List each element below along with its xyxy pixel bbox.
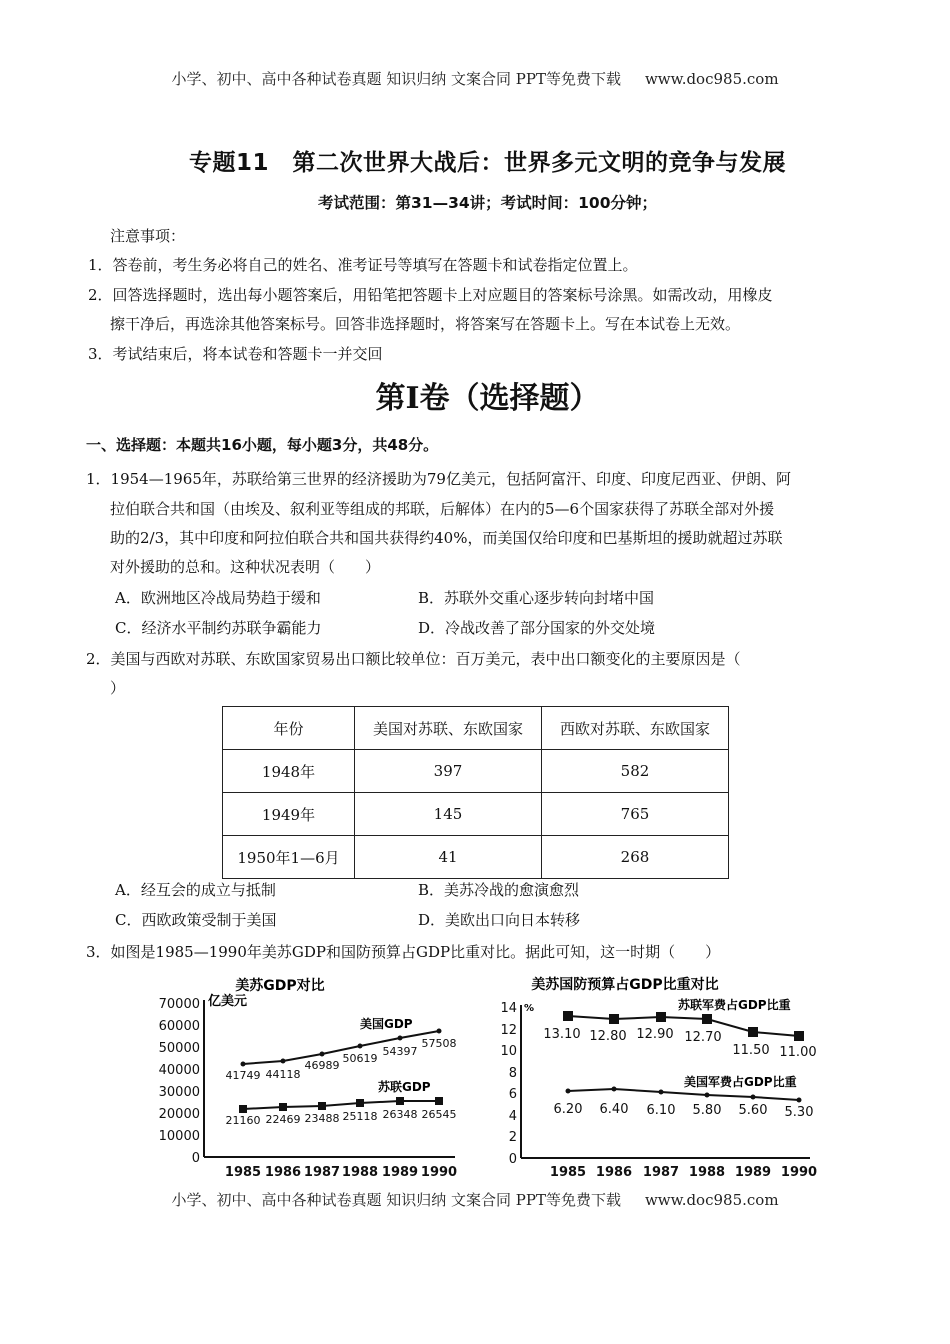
svg-text:1986: 1986 xyxy=(264,1165,302,1180)
svg-text:1990: 1990 xyxy=(420,1165,458,1180)
svg-text:2: 2 xyxy=(508,1130,517,1145)
svg-text:6.20: 6.20 xyxy=(553,1102,583,1117)
svg-text:10: 10 xyxy=(500,1044,517,1059)
q2-option-d: D．美欧出口向日本转移 xyxy=(418,911,581,929)
q1-option-b: B．苏联外交重心逐步转向封堵中国 xyxy=(418,589,655,607)
svg-text:20000: 20000 xyxy=(158,1107,200,1122)
table-cell: 1950年1—6月 xyxy=(223,836,355,879)
svg-text:10000: 10000 xyxy=(158,1129,200,1144)
svg-text:6.40: 6.40 xyxy=(599,1102,629,1117)
question-3-line: 3．如图是1985—1990年美苏GDP和国防预算占GDP比重对比。据此可知，这一时期（ ） xyxy=(86,943,721,961)
table-cell: 268 xyxy=(542,836,729,879)
svg-text:57508: 57508 xyxy=(421,1037,457,1050)
table-header-row xyxy=(223,707,729,750)
page-header xyxy=(0,68,950,89)
note-item: 擦干净后，再选涂其他答案标号。回答非选择题时，将答案写在答题卡上。写在本试卷上无效。 xyxy=(110,315,741,333)
svg-text:60000: 60000 xyxy=(158,1019,200,1034)
table-cell: 1949年 xyxy=(223,793,355,836)
svg-text:46989: 46989 xyxy=(304,1059,340,1072)
svg-text:11.50: 11.50 xyxy=(732,1043,770,1058)
note-item: 1．答卷前，考生务必将自己的姓名、准考证号等填写在答题卡和试卷指定位置上。 xyxy=(88,256,638,274)
q1-option-d: D．冷战改善了部分国家的外交处境 xyxy=(418,619,656,637)
q1-option-a: A．欧洲地区冷战局势趋于缓和 xyxy=(115,589,321,607)
table-row xyxy=(223,750,729,793)
svg-text:26545: 26545 xyxy=(421,1108,457,1121)
svg-text:1985: 1985 xyxy=(549,1165,587,1180)
series-label: 美国GDP xyxy=(360,1017,413,1031)
question-1-line: 对外援助的总和。这种状况表明（ ） xyxy=(110,558,381,576)
table-row xyxy=(223,793,729,836)
svg-text:6: 6 xyxy=(508,1087,517,1102)
series-label: 苏联GDP xyxy=(378,1080,431,1094)
table-header: 西欧对苏联、东欧国家 xyxy=(542,707,729,750)
section-title: 一、选择题：本题共16小题，每小题3分，共48分。 xyxy=(86,436,439,454)
notes-heading: 注意事项： xyxy=(110,227,186,245)
svg-text:13.10: 13.10 xyxy=(543,1027,581,1042)
svg-text:5.60: 5.60 xyxy=(738,1103,768,1118)
svg-text:14: 14 xyxy=(500,1001,517,1016)
svg-text:50619: 50619 xyxy=(342,1052,378,1065)
svg-text:12.90: 12.90 xyxy=(636,1027,674,1042)
svg-text:0: 0 xyxy=(508,1152,517,1167)
table-cell: 145 xyxy=(355,793,542,836)
table-cell: 1948年 xyxy=(223,750,355,793)
table-row xyxy=(223,836,729,879)
defense-budget-chart xyxy=(490,965,830,1185)
svg-text:1987: 1987 xyxy=(642,1165,680,1180)
document-title: 专题11 第二次世界大战后：世界多元文明的竞争与发展 xyxy=(188,150,786,176)
note-item: 2．回答选择题时，选出每小题答案后，用铅笔把答题卡上对应题目的答案标号涂黑。如需改动，用橡皮 xyxy=(88,286,773,304)
svg-text:1988: 1988 xyxy=(341,1165,379,1180)
header-url: www.doc985.com xyxy=(644,70,779,88)
svg-text:5.30: 5.30 xyxy=(784,1105,814,1120)
svg-text:23488: 23488 xyxy=(304,1112,340,1125)
footer-url: www.doc985.com xyxy=(644,1191,779,1209)
svg-text:1988: 1988 xyxy=(688,1165,726,1180)
header-text: 小学、初中、高中各种试卷真题 知识归纳 文案合同 PPT等免费下载 xyxy=(171,70,621,88)
svg-text:22469: 22469 xyxy=(265,1113,301,1126)
svg-text:12.80: 12.80 xyxy=(589,1029,627,1044)
series-label: 美国军费占GDP比重 xyxy=(684,1075,797,1089)
svg-text:50000: 50000 xyxy=(158,1041,200,1056)
svg-text:30000: 30000 xyxy=(158,1085,200,1100)
svg-text:54397: 54397 xyxy=(382,1045,418,1058)
svg-text:40000: 40000 xyxy=(158,1063,200,1078)
svg-text:41749: 41749 xyxy=(225,1069,261,1082)
question-2-line: 2．美国与西欧对苏联、东欧国家贸易出口额比较单位：百万美元，表中出口额变化的主要原因是（ xyxy=(86,650,741,668)
note-item: 3．考试结束后，将本试卷和答题卡一并交回 xyxy=(88,345,383,363)
volume-title: 第I卷（选择题） xyxy=(375,381,600,416)
svg-text:5.80: 5.80 xyxy=(692,1103,722,1118)
series-label: 苏联军费占GDP比重 xyxy=(678,998,791,1012)
y-axis-unit: % xyxy=(524,1003,535,1014)
gdp-chart xyxy=(150,965,480,1185)
svg-text:44118: 44118 xyxy=(265,1068,301,1081)
chart-title: 美苏国防预算占GDP比重对比 xyxy=(531,977,719,993)
y-axis-unit: 亿美元 xyxy=(208,994,248,1009)
svg-text:11.00: 11.00 xyxy=(779,1045,817,1060)
svg-text:1989: 1989 xyxy=(734,1165,772,1180)
chart-title: 美苏GDP对比 xyxy=(235,978,325,994)
table-cell: 41 xyxy=(355,836,542,879)
table-cell: 582 xyxy=(542,750,729,793)
svg-text:25118: 25118 xyxy=(342,1110,378,1123)
q2-option-b: B．美苏冷战的愈演愈烈 xyxy=(418,881,580,899)
table-header: 美国对苏联、东欧国家 xyxy=(355,707,542,750)
svg-text:1990: 1990 xyxy=(780,1165,818,1180)
page-footer xyxy=(0,1189,950,1210)
svg-text:6.10: 6.10 xyxy=(646,1103,676,1118)
q1-option-c: C．经济水平制约苏联争霸能力 xyxy=(115,619,322,637)
question-1-line: 1．1954—1965年，苏联给第三世界的经济援助为79亿美元，包括阿富汗、印度、印度尼西亚、伊朗、阿 xyxy=(86,470,791,488)
table-header: 年份 xyxy=(223,707,355,750)
export-table xyxy=(222,706,729,879)
q2-option-c: C．西欧政策受制于美国 xyxy=(115,911,277,929)
svg-text:1989: 1989 xyxy=(381,1165,419,1180)
svg-text:1985: 1985 xyxy=(224,1165,262,1180)
svg-text:1986: 1986 xyxy=(595,1165,633,1180)
svg-text:4: 4 xyxy=(508,1109,517,1124)
svg-text:21160: 21160 xyxy=(225,1114,261,1127)
svg-text:70000: 70000 xyxy=(158,997,200,1012)
svg-text:0: 0 xyxy=(191,1151,200,1166)
question-1-line: 助的2/3，其中印度和阿拉伯联合共和国共获得约40%，而美国仅给印度和巴基斯坦的援助就超过苏联 xyxy=(110,529,783,547)
svg-text:1987: 1987 xyxy=(303,1165,341,1180)
table-cell: 765 xyxy=(542,793,729,836)
question-2-line: ） xyxy=(110,679,126,697)
svg-text:26348: 26348 xyxy=(382,1108,418,1121)
svg-text:12: 12 xyxy=(500,1023,517,1038)
svg-text:12.70: 12.70 xyxy=(684,1030,722,1045)
table-cell: 397 xyxy=(355,750,542,793)
footer-text: 小学、初中、高中各种试卷真题 知识归纳 文案合同 PPT等免费下载 xyxy=(171,1191,621,1209)
question-1-line: 拉伯联合共和国（由埃及、叙利亚等组成的邦联，后解体）在内的5—6个国家获得了苏联全部对外援 xyxy=(110,500,775,518)
q2-option-a: A．经互会的成立与抵制 xyxy=(115,881,276,899)
svg-text:8: 8 xyxy=(508,1066,517,1081)
exam-info: 考试范围：第31—34讲；考试时间：100分钟； xyxy=(318,194,657,212)
